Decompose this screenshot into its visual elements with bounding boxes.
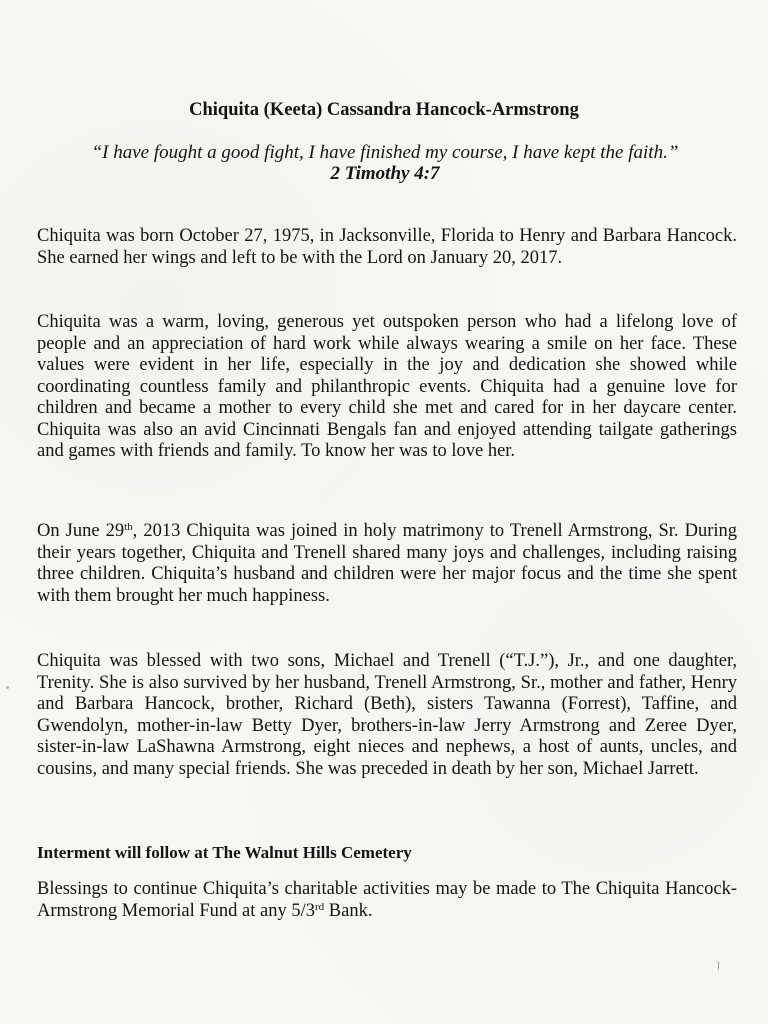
paper-mark <box>714 961 719 970</box>
memorial-text-end: Bank. <box>324 900 373 921</box>
scripture-reference: 2 Timothy 4:7 <box>330 163 440 184</box>
marriage-text-end: , 2013 Chiquita was joined in holy matrimony to Trenell Armstrong, Sr. During their years together, Chiquita and Trenell shared many joys and challenges, including raising three children. Chiquita’s husband and children were her major focus and the time she spent with them brought her much happiness. <box>37 521 737 606</box>
paragraph-marriage <box>37 521 737 607</box>
paragraph-survivors: Chiquita was blessed with two sons, Michael and Trenell (“T.J.”), Jr., and one daughter, Trenity. She is also survived by her husband, Trenell Armstrong, Sr., mother and father, Henry and Barbara Hancock, brother, Richard (Beth), sisters Tawanna (Forrest), Taffine, and Gwendolyn, mother-in-law Betty Dyer, brothers-in-law Jerry Armstrong and Zeree Dyer, sister-in-law LaShawna Armstrong, eight nieces and nephews, a host of aunts, uncles, and cousins, and many special friends. She was preceded in death by her son, Michael Jarrett. <box>37 651 737 779</box>
document-title: Chiquita (Keeta) Cassandra Hancock-Armstrong <box>189 100 579 120</box>
ordinal-suffix: rd <box>314 900 325 913</box>
paper-speck <box>6 686 9 689</box>
interment-notice: Interment will follow at The Walnut Hills Cemetery <box>37 843 412 862</box>
scripture-epigraph <box>40 142 730 184</box>
paragraph-character: Chiquita was a warm, loving, generous yet outspoken person who had a lifelong love of people and an appreciation of hard work while always wearing a smile on her face. These values were evident in her life, especially in the joy and dedication she showed while coordinating countless family and philanthropic events. Chiquita had a genuine love for children and became a mother to every child she met and cared for in her daycare center. Chiquita was also an avid Cincinnati Bengals fan and enjoyed attending tailgate gatherings and games with friends and family. To know her was to love her. <box>37 312 737 461</box>
paragraph-birth: Chiquita was born October 27, 1975, in Jacksonville, Florida to Henry and Barbara Hancock. She earned her wings and left to be with the Lord on January 20, 2017. <box>37 226 737 268</box>
ordinal-suffix: th <box>124 521 133 533</box>
paragraph-memorial-fund <box>37 879 737 922</box>
memorial-text-start: Blessings to continue Chiquita’s charitable activities may be made to The Chiquita Hancock-Armstrong Memorial Fund at any 5/3 <box>37 879 737 921</box>
scripture-quote: “I have fought a good fight, I have finished my course, I have kept the faith.” <box>91 142 679 163</box>
marriage-text-start: On June 29 <box>37 521 125 541</box>
